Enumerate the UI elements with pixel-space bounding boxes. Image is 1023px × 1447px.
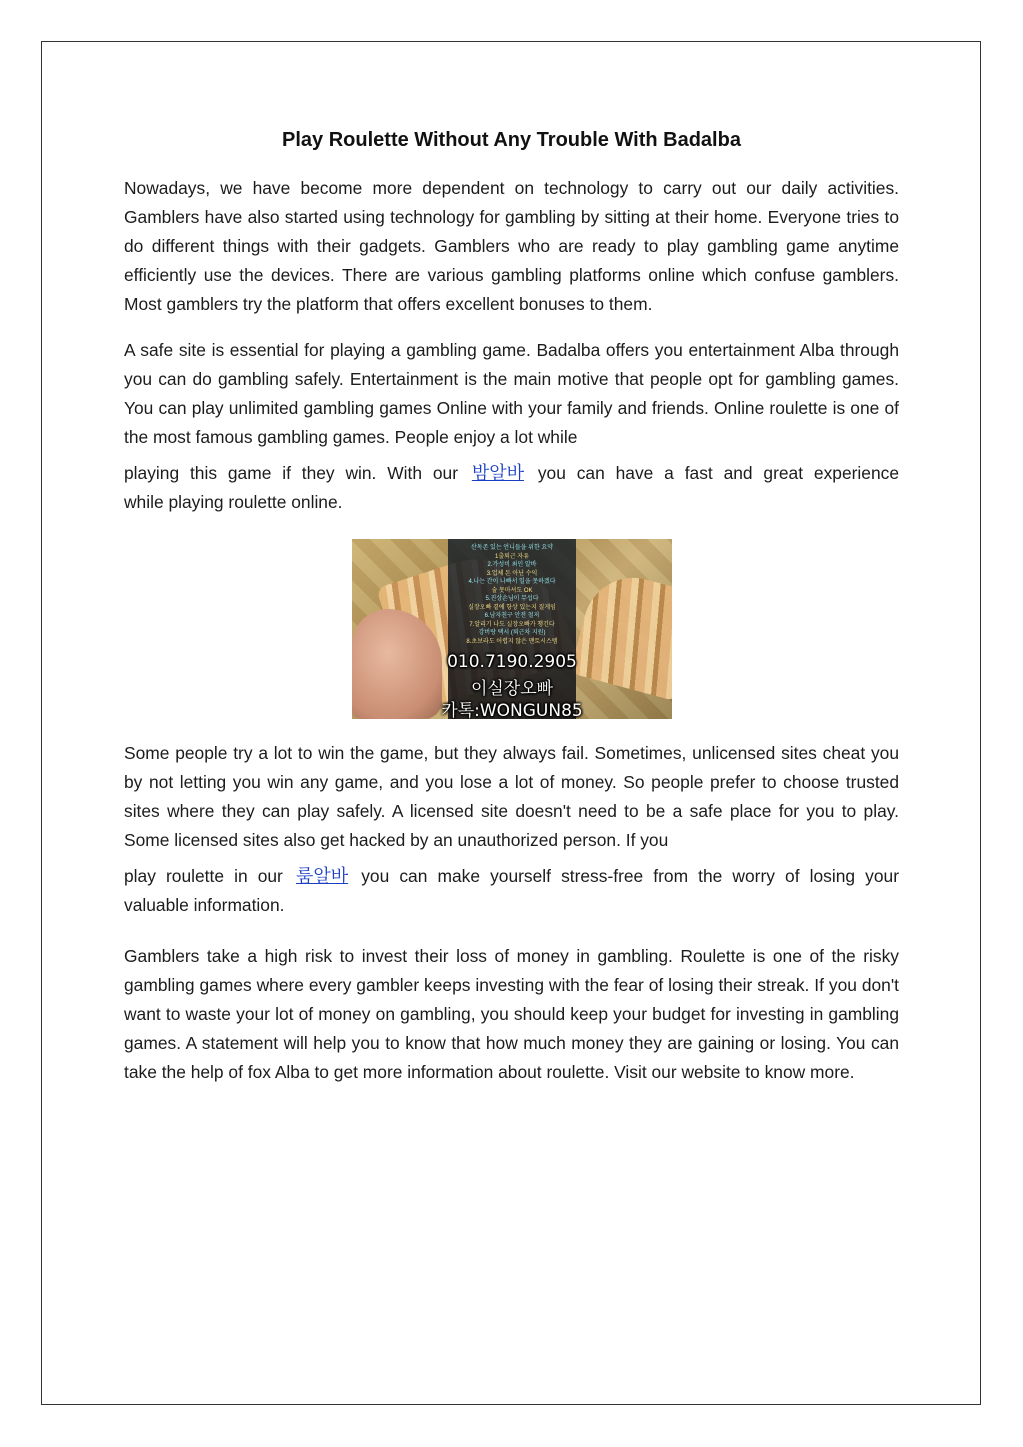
ad-line: 2.가성비 최인 알바: [487, 562, 537, 568]
paragraph-1-text: Nowadays, we have become more dependent on technology to carry out our daily activities. Gamblers have also started using technology for gambling by sitting at their home. Everyone tries to do different things with their gadgets. Gamblers who are ready to play gambling game anytime efficiently use the devices. There are various gambling platforms online which confuse gamblers. Most gamblers try the platform that offers excellent bonuses to them.: [124, 178, 899, 314]
ad-line: 7.알리기 나도 실장오빠가 챙긴다: [469, 621, 555, 628]
room-alba-link[interactable]: 룸알바: [295, 866, 349, 886]
ad-line: 6.남자친구 안전 철저: [484, 613, 540, 619]
paragraph-3: [124, 739, 899, 920]
ad-text-lines: [448, 544, 576, 646]
paragraph-3-end: valuable information.: [124, 895, 285, 915]
paragraph-4-text: Gamblers take a high risk to invest their loss of money in gambling. Roulette is one of the risky gambling games where every gambler keeps investing with the fear of losing their streak. If you don't want to waste your lot of money on gambling, you should keep your budget for investing in gambling games. A statement will help you to know that how much money they are gaining or losing. You can take the help of fox Alba to get more information about roulette. Visit our website to know more.: [124, 946, 899, 1082]
ad-line: 8.초보라도 어렵지 않은 맨토시스템: [466, 638, 558, 645]
paragraph-3-text: Some people try a lot to win the game, but they always fail. Sometimes, unlicensed sites cheat you by not letting you win any game, and you lose a lot of money. So people prefer to choose trusted sites where they can play safely. A licensed site doesn't need to be a safe place for you to play. Some licensed sites also get hacked by an unauthorized person. If you: [124, 743, 899, 850]
ad-line: 5.진상손님이 무섭다: [485, 596, 539, 602]
ad-line: 술 못마셔도 OK: [491, 587, 533, 594]
paragraph-2-text: [124, 336, 899, 452]
ad-line: 3.업체 돈 아닌 수익: [486, 570, 538, 577]
paragraph-1: [124, 174, 899, 319]
paragraph-2-after-link: you can have a fast and great experience: [537, 463, 899, 483]
ad-line: 산독존 있는 언니들을 위한 요약: [470, 545, 554, 551]
ad-kakao-id: 카톡:WONGUN85: [441, 701, 583, 719]
paragraph-3-after-link: you can make yourself stress-free from the worry of losing your: [361, 866, 899, 886]
paragraph-2-end: while playing roulette online.: [124, 492, 343, 512]
ad-line: 실장오빠 곁에 항상 있는지 질게임: [468, 604, 556, 611]
ad-line: 4.나는 간이 나빠서 일을 못하겠다: [468, 579, 556, 585]
paragraph-2: [124, 336, 899, 517]
ad-line: 강버랑 택시 (퇴근차 지원): [478, 630, 546, 636]
ad-phone-number: 010.7190.2905: [447, 652, 577, 672]
document-title: Play Roulette Without Any Trouble With Badalba: [282, 129, 741, 151]
paragraph-2-lines: A safe site is essential for playing a gambling game. Badalba offers you entertainment Alba through you can do gambling safely. Entertainment is the main motive that people opt for gambling games. You can play unlimited gambling games Online with your family and friends. Online roulette is one of the most famous gambling games. People enjoy a lot while: [124, 340, 899, 447]
paragraph-3-before-link: play roulette in our: [124, 866, 283, 886]
advertisement-image: [352, 539, 672, 719]
paragraph-4: [124, 942, 899, 1087]
bam-alba-link[interactable]: 밤알바: [471, 463, 525, 483]
ad-contact-name: 이실장오빠: [470, 679, 554, 699]
ad-line: 1출퇴근 자유: [495, 553, 529, 560]
paragraph-2-before-link: playing this game if they win. With our: [124, 463, 458, 483]
